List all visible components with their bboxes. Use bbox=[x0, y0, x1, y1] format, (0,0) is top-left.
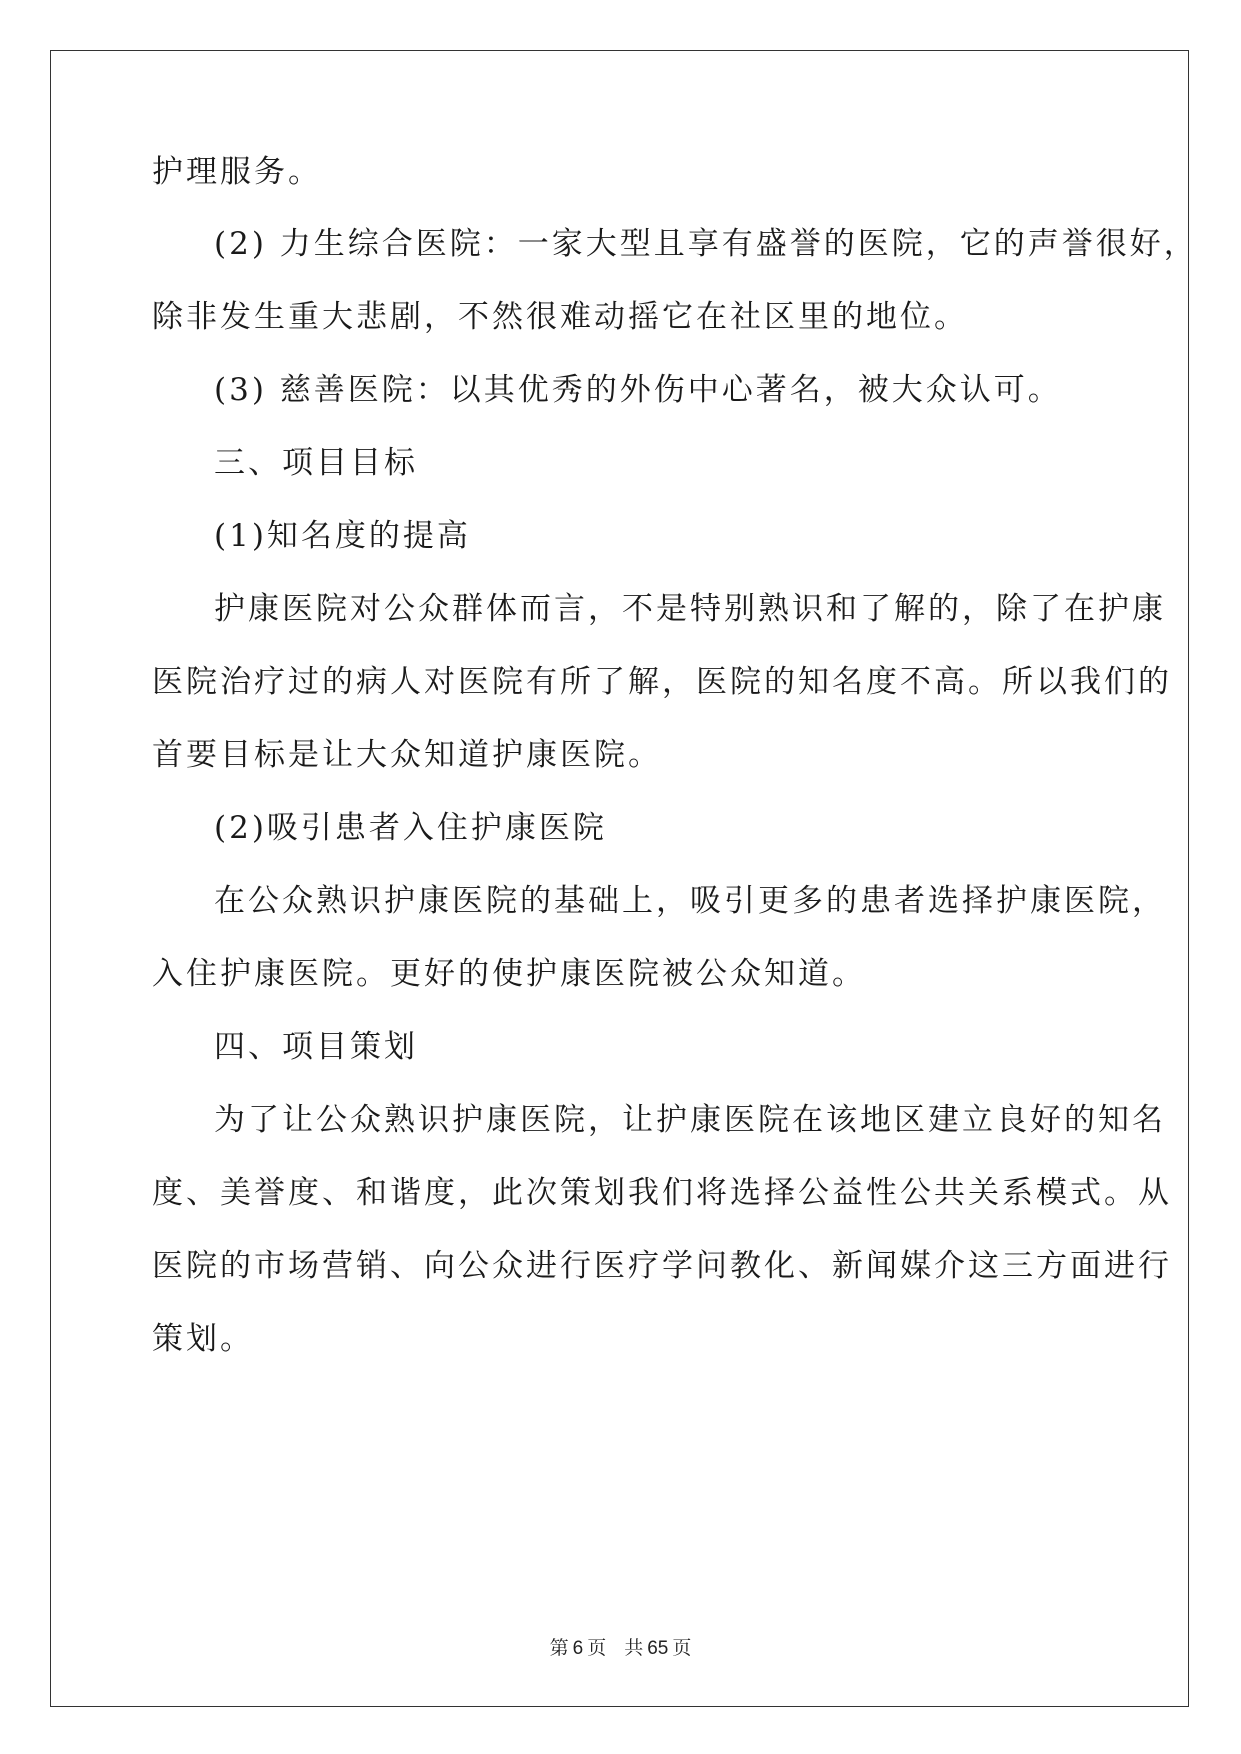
subheading-awareness: (1)知名度的提高 bbox=[214, 518, 471, 554]
paragraph-line: 度、美誉度、和谐度，此次策划我们将选择公益性公共关系模式。从 bbox=[152, 1175, 1172, 1211]
paragraph-line: 为了让公众熟识护康医院，让护康医院在该地区建立良好的知名 bbox=[214, 1102, 1166, 1138]
text-line-continuation: 护理服务。 bbox=[152, 154, 322, 190]
total-pages: 65 bbox=[647, 1638, 669, 1659]
list-item-hospital-2: (2) 力生综合医院：一家大型且享有盛誉的医院，它的声誉很好， bbox=[214, 226, 1198, 262]
section-heading-planning: 四、项目策划 bbox=[214, 1029, 418, 1065]
paragraph-line: 策划。 bbox=[152, 1321, 254, 1357]
paragraph-line: 首要目标是让大众知道护康医院。 bbox=[152, 737, 662, 773]
page-prefix: 第 bbox=[549, 1637, 569, 1659]
total-suffix: 页 bbox=[672, 1637, 692, 1659]
page-number: 6 bbox=[572, 1638, 584, 1659]
paragraph-line: 护康医院对公众群体而言，不是特别熟识和了解的，除了在护康 bbox=[214, 591, 1166, 627]
paragraph-line: 医院的市场营销、向公众进行医疗学问教化、新闻媒介这三方面进行 bbox=[152, 1248, 1172, 1284]
page-suffix: 页 bbox=[587, 1637, 607, 1659]
section-heading-goals: 三、项目目标 bbox=[214, 445, 418, 481]
total-prefix: 共 bbox=[624, 1637, 644, 1659]
list-item-hospital-3: (3) 慈善医院：以其优秀的外伤中心著名，被大众认可。 bbox=[214, 372, 1062, 408]
paragraph-line: 在公众熟识护康医院的基础上，吸引更多的患者选择护康医院， bbox=[214, 883, 1166, 919]
page-footer bbox=[0, 1633, 1241, 1660]
subheading-attract-patients: (2)吸引患者入住护康医院 bbox=[214, 810, 607, 846]
text-line: 除非发生重大悲剧，不然很难动摇它在社区里的地位。 bbox=[152, 299, 968, 335]
paragraph-line: 医院治疗过的病人对医院有所了解，医院的知名度不高。所以我们的 bbox=[152, 664, 1172, 700]
paragraph-line: 入住护康医院。更好的使护康医院被公众知道。 bbox=[152, 956, 866, 992]
